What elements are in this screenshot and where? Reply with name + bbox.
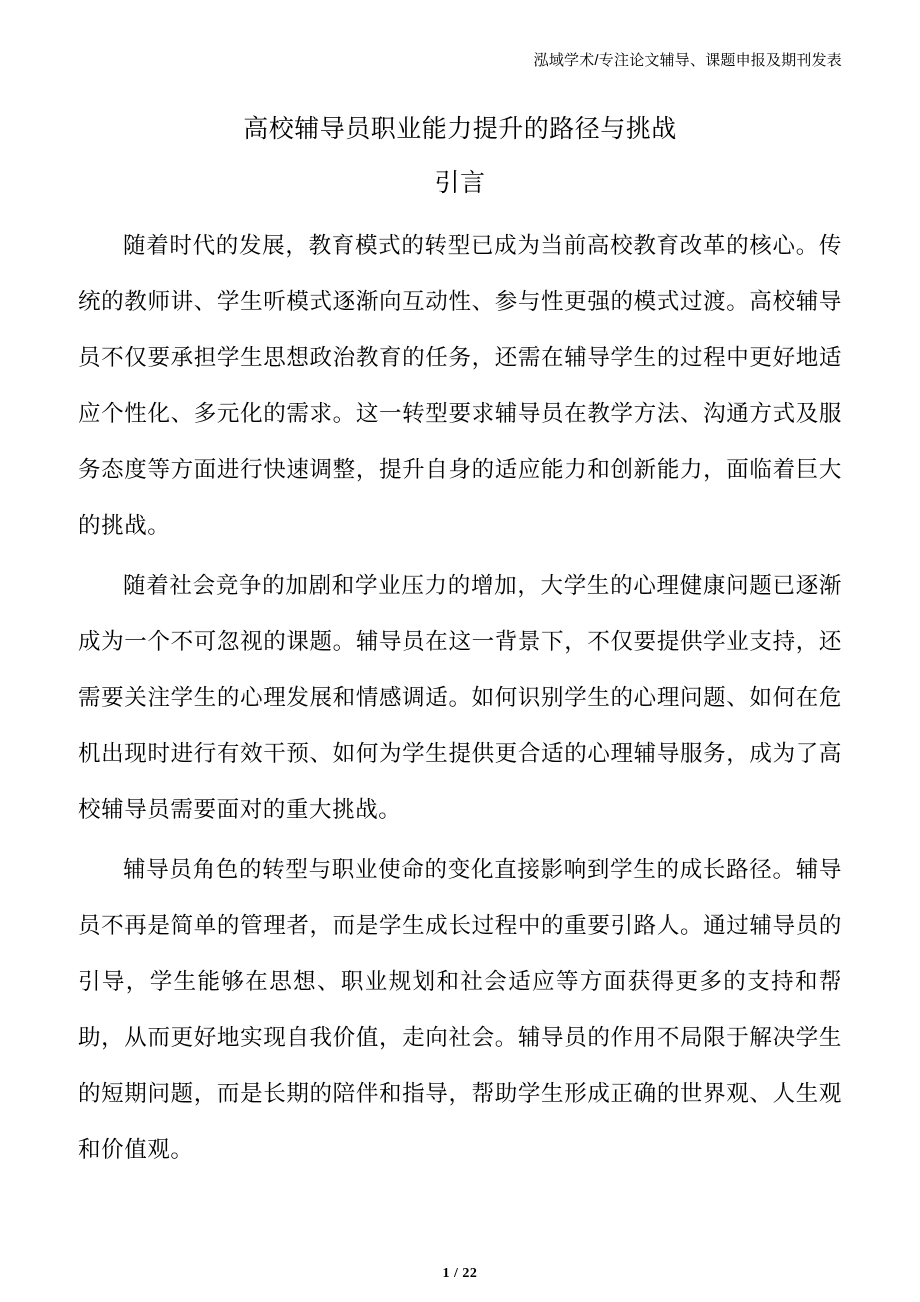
page-number-footer: 1 / 22	[442, 1266, 478, 1281]
document-content	[78, 108, 842, 1182]
paragraph-list	[78, 218, 842, 1178]
running-header: 泓域学术/专注论文辅导、课题申报及期刊发表	[533, 52, 842, 69]
body-paragraph: 随着时代的发展，教育模式的转型已成为当前高校教育改革的核心。传统的教师讲、学生听模式逐渐向互动性、参与性更强的模式过渡。高校辅导员不仅要承担学生思想政治教育的任务，还需在辅导学生的过程中更好地适应个性化、多元化的需求。这一转型要求辅导员在教学方法、沟通方式及服务态度等方面进行快速调整，提升自身的适应能力和创新能力，面临着巨大的挑战。	[78, 233, 842, 538]
page-title: 高校辅导员职业能力提升的路径与挑战	[243, 115, 677, 143]
body-paragraph: 辅导员角色的转型与职业使命的变化直接影响到学生的成长路径。辅导员不再是简单的管理者，而是学生成长过程中的重要引路人。通过辅导员的引导，学生能够在思想、职业规划和社会适应等方面获得更多的支持和帮助，从而更好地实现自我价值，走向社会。辅导员的作用不局限于解决学生的短期问题，而是长期的陪伴和指导，帮助学生形成正确的世界观、人生观和价值观。	[78, 857, 842, 1162]
section-heading-introduction: 引言	[434, 169, 486, 197]
body-paragraph: 随着社会竞争的加剧和学业压力的增加，大学生的心理健康问题已逐渐成为一个不可忽视的课题。辅导员在这一背景下，不仅要提供学业支持，还需要关注学生的心理发展和情感调适。如何识别学生的心理问题、如何在危机出现时进行有效干预、如何为学生提供更合适的心理辅导服务，成为了高校辅导员需要面对的重大挑战。	[78, 573, 842, 822]
